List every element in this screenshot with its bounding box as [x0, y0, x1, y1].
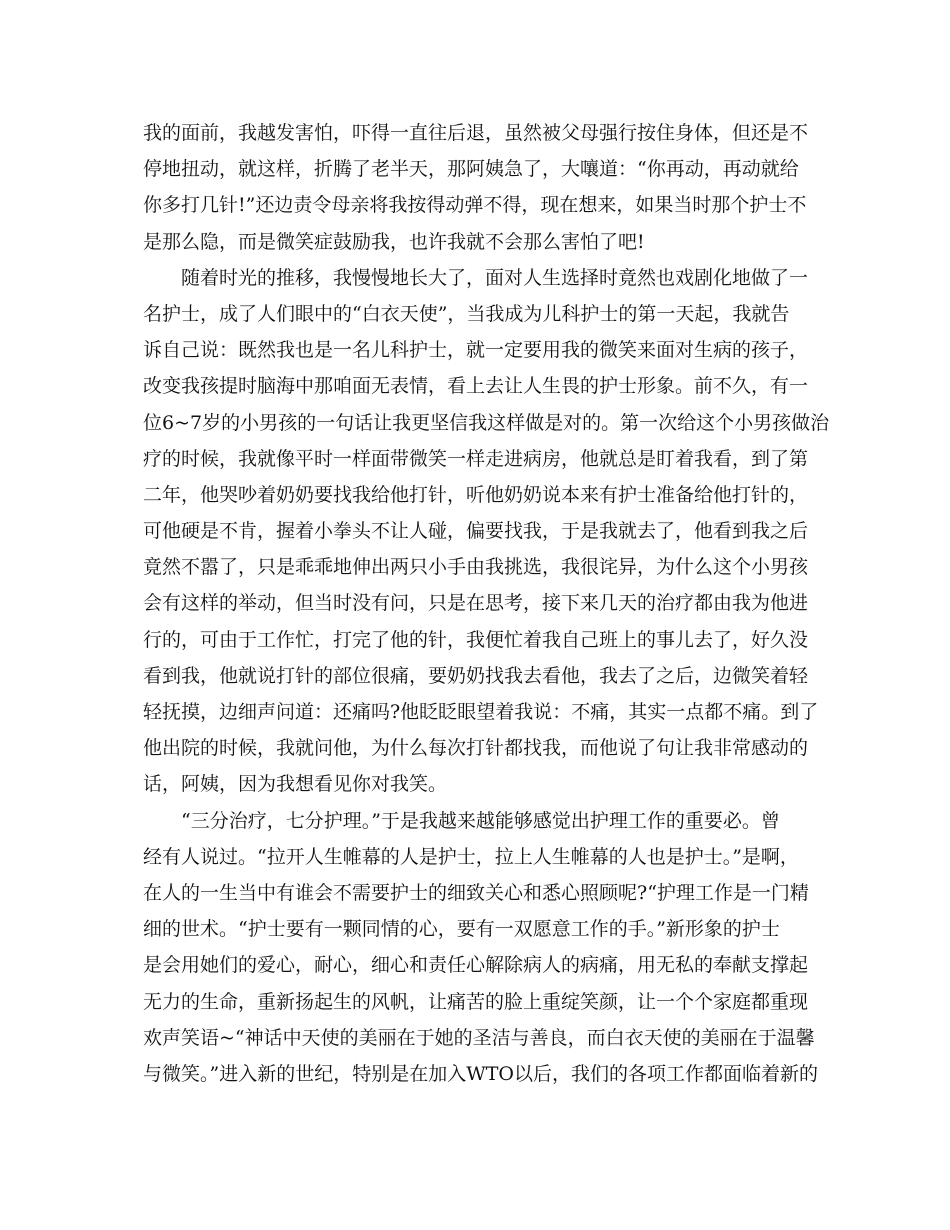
text-line: 停地扭动，就这样，折腾了老半天，那阿姨急了，大嚷道：“你再动，再动就给: [143, 158, 799, 181]
text-line: 他出院的时候，我就问他，为什么每次打针都找我，而他说了句让我非常感动的: [143, 737, 809, 760]
text-line: 你多打几针!”还边责令母亲将我按得动弹不得，现在想来，如果当时那个护士不: [143, 194, 807, 217]
text-line: 位6~7岁的小男孩的一句话让我更坚信我这样做是对的。第一次给这个小男孩做治: [143, 411, 830, 434]
text-line: 看到我，他就说打针的部位很痛，要奶奶找我去看他，我去了之后，边微笑着轻: [143, 664, 809, 687]
text-line: 会有这样的举动，但当时没有问，只是在思考，接下来几天的治疗都由我为他进: [143, 592, 809, 615]
text-line: 经有人说过。“拉开人生帷幕的人是护士，拉上人生帷幕的人也是护士。”是啊，: [143, 845, 799, 868]
paragraph: [143, 260, 830, 803]
paragraph: [143, 803, 823, 1093]
text-line: 与微笑。”进入新的世纪，特别是在加入WTO以后，我们的各项工作都面临着新的: [143, 1062, 818, 1085]
text-line: 可他硬是不肯，握着小拳头不让人碰，偏要找我，于是我就去了，他看到我之后: [143, 520, 809, 543]
text-line: 无力的生命，重新扬起生的风帆，让痛苦的脸上重绽笑颜，让一个个家庭都重现: [143, 990, 809, 1013]
text-line: 行的，可由于工作忙，打完了他的针，我便忙着我自己班上的事儿去了，好久没: [143, 628, 809, 651]
text-line: 名护士，成了人们眼中的“白衣天使”，当我成为儿科护士的第一天起，我就告: [143, 302, 790, 325]
text-line: 我的面前，我越发害怕，吓得一直往后退，虽然被父母强行按住身体，但还是不: [143, 122, 809, 144]
text-line: 改变我孩提时脑海中那咱面无表情，看上去让人生畏的护士形象。前不久，有一: [143, 375, 809, 398]
text-line: “三分治疗，七分护理。”于是我越来越能够感觉出护理工作的重要必。曾: [181, 809, 780, 832]
text-line: 竟然不嚣了，只是乖乖地伸出两只小手由我挑选，我很诧异，为什么这个小男孩: [143, 556, 809, 579]
paragraph: [143, 115, 823, 260]
text-line: 话，阿姨，因为我想看见你对我笑。: [143, 773, 448, 796]
text-line: 在人的一生当中有谁会不需要护士的细致关心和悉心照顾呢?“护理工作是一门精: [143, 881, 809, 904]
text-line: 是那么隐，而是微笑症鼓励我，也许我就不会那么害怕了吧!: [143, 230, 645, 253]
text-line: 是会用她们的爱心，耐心，细心和责任心解除病人的病痛，用无私的奉献支撑起: [143, 954, 809, 977]
text-line: 随着时光的推移，我慢慢地长大了，面对人生选择时竟然也戏剧化地做了一: [181, 266, 809, 289]
text-line: 欢声笑语~“神话中天使的美丽在于她的圣洁与善良，而白衣天使的美丽在于温馨: [143, 1026, 815, 1049]
text-line: 轻抚摸，边细声问道：还痛吗?他眨眨眼望着我说：不痛，其实一点都不痛。到了: [143, 701, 819, 723]
text-line: 诉自己说：既然我也是一名儿科护士，就一定要用我的微笑来面对生病的孩子，: [143, 339, 809, 362]
text-line: 疗的时候，我就像平时一样面带微笑一样走进病房，他就总是盯着我看，到了第: [143, 447, 809, 470]
text-line: 二年，他哭吵着奶奶要找我给他打针，听他奶奶说本来有护士准备给他打针的，: [143, 483, 809, 506]
document-body: [143, 115, 830, 1092]
text-line: 细的世术。“护士要有一颗同情的心，要有一双愿意工作的手。”新形象的护士: [143, 918, 780, 941]
